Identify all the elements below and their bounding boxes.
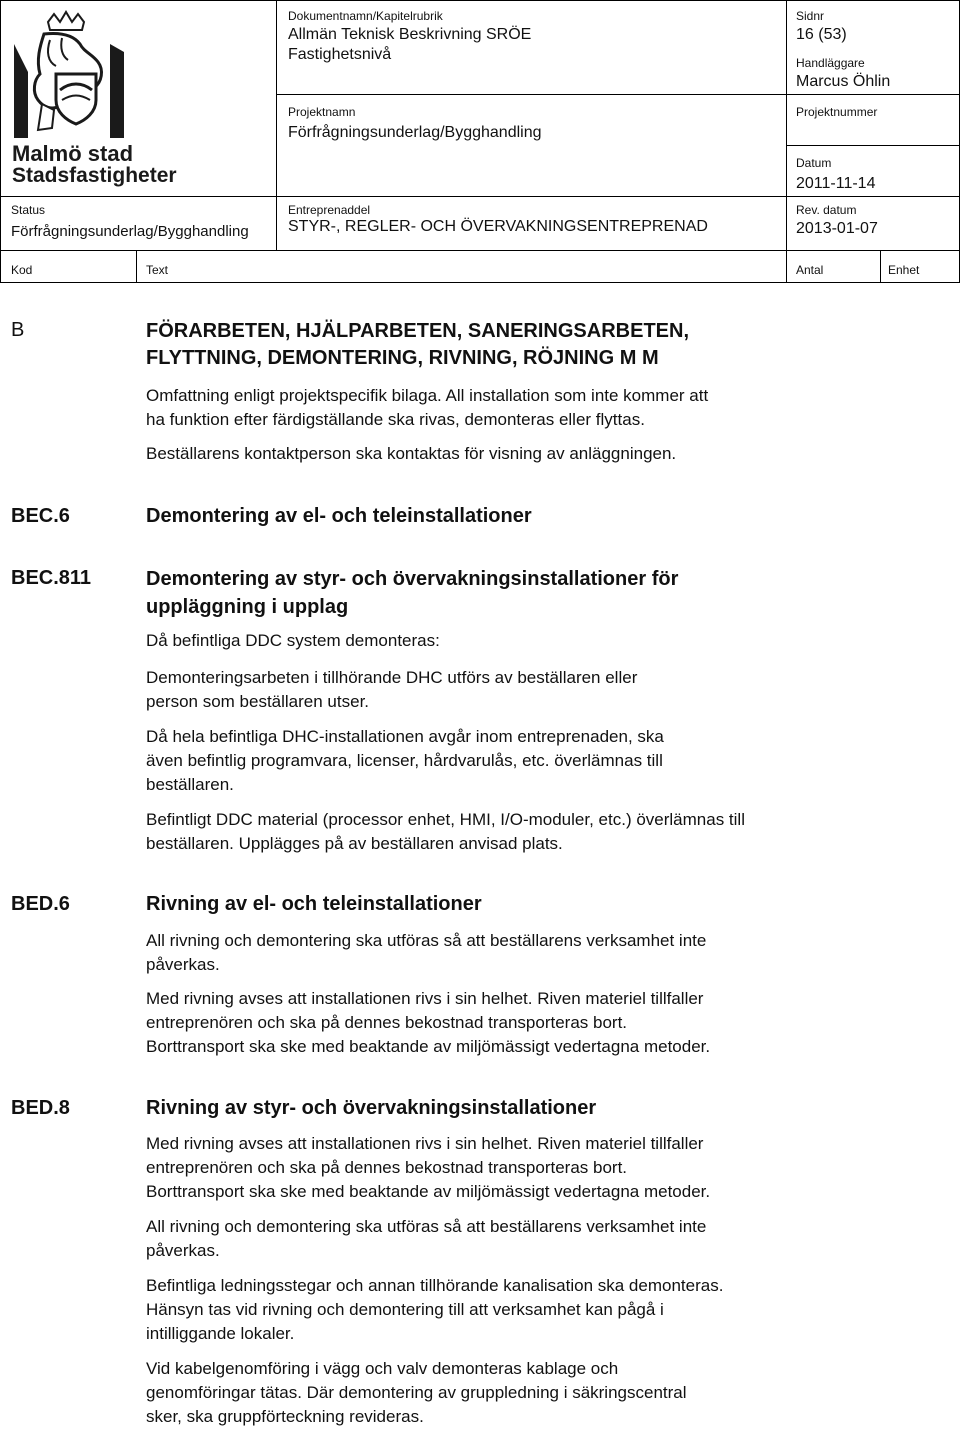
date-label: Datum [796,156,832,170]
bed8-paragraph-4-line2: genomföringar tätas. Där demontering av gruppledning i säkringscentral [146,1383,687,1402]
bed8-paragraph-3-line2: Hänsyn tas vid rivning och demontering till att verksamhet kan pågå i [146,1300,664,1319]
logo-text-stadsfastigheter: Stadsfastigheter [12,164,177,187]
rev-date-value: 2013-01-07 [796,220,878,237]
bec811-paragraph-3-line1: Då hela befintliga DHC-installationen avgår inom entreprenaden, ska [146,727,664,746]
section-code-bec811: BEC.811 [11,567,92,589]
bed6-paragraph-1-line2: påverkas. [146,955,220,974]
column-header-text: Text [146,263,169,277]
section-title-bec6: Demontering av el- och teleinstallationer [146,505,532,527]
bed6-paragraph-1-line1: All rivning och demontering ska utföras så att beställarens verksamhet inte [146,931,707,950]
status-label: Status [11,203,46,217]
column-header-kod: Kod [11,263,33,277]
col-divider-kod [136,250,137,282]
bec811-paragraph-3-line2: även befintlig programvara, licenser, hårdvarulås, etc. överlämnas till [146,751,663,770]
header-row-rule-1 [276,94,960,95]
bed8-paragraph-2-line1: All rivning och demontering ska utföras så att beställarens verksamhet inte [146,1217,707,1236]
rev-date-label: Rev. datum [796,203,857,217]
section-title-bed6: Rivning av el- och teleinstallationer [146,893,482,915]
col-divider-antal [880,250,881,282]
section-title-b-line1: FÖRARBETEN, HJÄLPARBETEN, SANERINGSARBETEN, [146,320,689,342]
section-title-b-line2: FLYTTNING, DEMONTERING, RIVNING, RÖJNING M M [146,347,659,369]
column-header-antal: Antal [796,263,824,277]
contract-value: STYR-, REGLER- OCH ÖVERVAKNINGSENTREPRENAD [288,218,708,235]
date-value: 2011-11-14 [796,175,876,192]
b-paragraph-2: Beställarens kontaktperson ska kontaktas för visning av anläggningen. [146,444,677,463]
bed8-paragraph-3-line3: intilliggande lokaler. [146,1324,295,1343]
bed8-paragraph-1-line1: Med rivning avses att installationen rivs i sin helhet. Riven materiel tillfaller [146,1134,704,1153]
col-divider-text [786,250,787,282]
bed6-paragraph-2-line3: Borttransport ska ske med beaktande av miljömässigt vedertagna metoder. [146,1037,711,1056]
project-name-label: Projektnamn [288,105,356,119]
doc-name-line1: Allmän Teknisk Beskrivning SRÖE [288,26,532,43]
bec811-paragraph-4-line1: Befintligt DDC material (processor enhet, HMI, I/O-moduler, etc.) överlämnas till [146,810,745,829]
section-title-bec811-line1: Demontering av styr- och övervakningsinstallationer för [146,568,679,590]
project-name-value: Förfrågningsunderlag/Bygghandling [288,124,542,141]
header-divider-2 [786,0,787,250]
bec811-paragraph-2-line2: person som beställaren utser. [146,692,370,711]
doc-name-line2: Fastighetsnivå [288,46,392,63]
bed8-paragraph-4-line1: Vid kabelgenomföring i vägg och valv demonteras kablage och [146,1359,619,1378]
bed6-paragraph-2-line1: Med rivning avses att installationen rivs i sin helhet. Riven materiel tillfaller [146,989,704,1008]
b-paragraph-1-line2: ha funktion efter färdigställande ska rivas, demonteras eller flyttas. [146,410,645,429]
header-row-rule-2 [786,145,960,146]
bed8-paragraph-2-line2: påverkas. [146,1241,220,1260]
section-title-bec811-line2: uppläggning i upplag [146,596,349,618]
section-code-b: B [11,319,25,341]
bed8-paragraph-1-line3: Borttransport ska ske med beaktande av miljömässigt vedertagna metoder. [146,1182,711,1201]
column-header-enhet: Enhet [888,263,920,277]
bed8-paragraph-1-line2: entreprenören och ska på dennes bekostnad transporteras bort. [146,1158,628,1177]
header-row-rule-4 [0,250,960,251]
bec811-paragraph-4-line2: beställaren. Upplägges på av beställaren anvisad plats. [146,834,563,853]
column-header-bottom-rule [0,282,960,283]
section-title-bed8: Rivning av styr- och övervakningsinstallationer [146,1097,597,1119]
header-divider-1 [276,0,277,250]
contract-label: Entreprenaddel [288,203,371,217]
handler-label: Handläggare [796,56,865,70]
status-value: Förfrågningsunderlag/Bygghandling [11,223,249,240]
b-paragraph-1-line1: Omfattning enligt projektspecifik bilaga. All installation som inte kommer att [146,386,709,405]
doc-name-label: Dokumentnamn/Kapitelrubrik [288,9,443,23]
page-number-label: Sidnr [796,9,825,23]
bed6-paragraph-2-line2: entreprenören och ska på dennes bekostnad transporteras bort. [146,1013,628,1032]
bec811-paragraph-3-line3: beställaren. [146,775,234,794]
bed8-paragraph-3-line1: Befintliga ledningsstegar och annan tillhörande kanalisation ska demonteras. [146,1276,724,1295]
bed8-paragraph-4-line3: sker, ska gruppförteckning revideras. [146,1407,424,1426]
header-row-rule-3 [0,196,960,197]
project-number-label: Projektnummer [796,105,878,119]
malmo-stad-logo [0,0,276,196]
section-code-bed8: BED.8 [11,1097,70,1119]
section-code-bed6: BED.6 [11,893,70,915]
section-code-bec6: BEC.6 [11,505,70,527]
handler-value: Marcus Öhlin [796,73,891,90]
logo-text-malmo-stad: Malmö stad [12,141,134,166]
bec811-paragraph-1: Då befintliga DDC system demonteras: [146,631,440,650]
bec811-paragraph-2-line1: Demonteringsarbeten i tillhörande DHC utförs av beställaren eller [146,668,638,687]
page-number-value: 16 (53) [796,26,847,43]
